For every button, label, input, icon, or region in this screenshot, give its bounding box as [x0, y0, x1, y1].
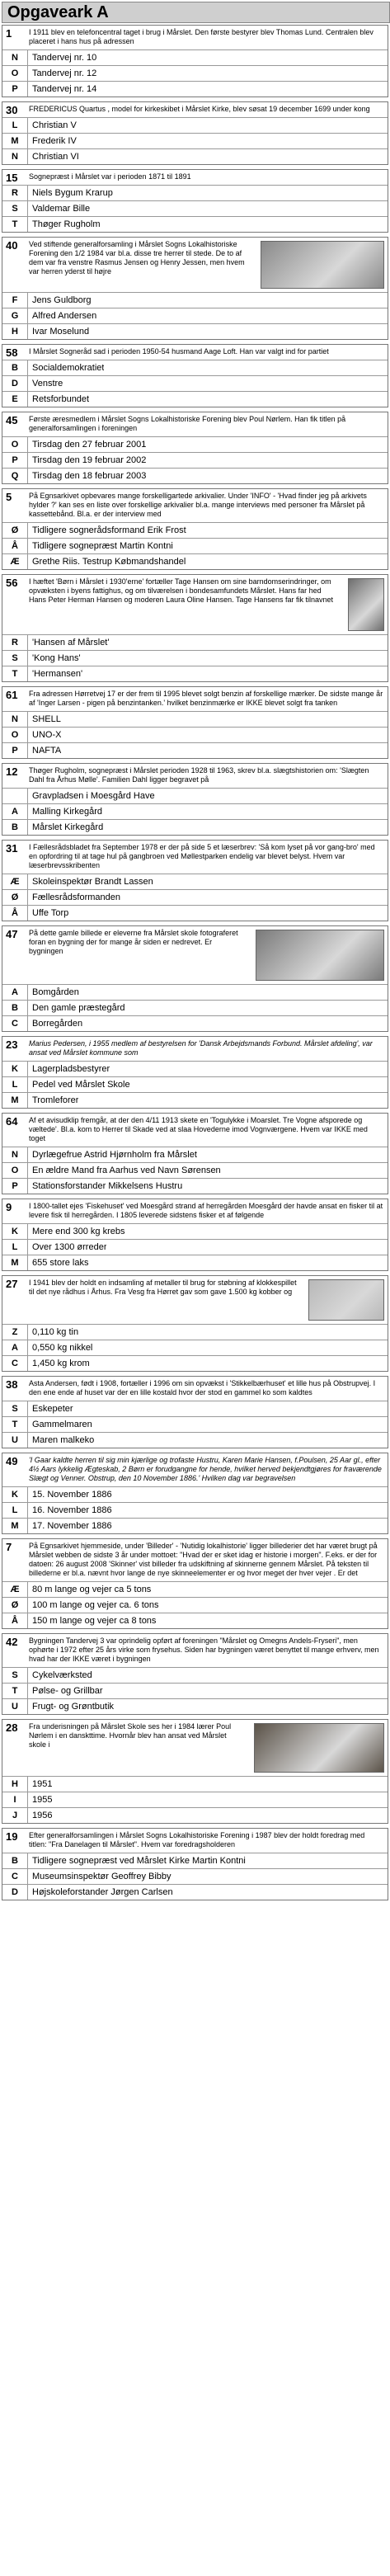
option-text: Stationsforstander Mikkelsens Hustru — [32, 1181, 183, 1191]
answer-option[interactable] — [2, 323, 388, 339]
option-letter: R — [2, 635, 28, 650]
option-text: Alfred Andersen — [32, 311, 97, 321]
answer-option[interactable] — [2, 1853, 388, 1868]
answer-option[interactable] — [2, 905, 388, 921]
question-body — [2, 238, 388, 292]
answer-option[interactable] — [2, 788, 388, 803]
question-body — [2, 1114, 388, 1147]
option-letter: Å — [2, 1613, 28, 1628]
question-body — [2, 1720, 388, 1776]
answer-option[interactable] — [2, 634, 388, 650]
option-text: UNO-X — [32, 730, 62, 740]
option-letter: N — [2, 149, 28, 164]
question-text: FREDERICUS Quartus , model for kirkeskibet i Mårslet Kirke, blev søsat 19 december 1699 under kong — [29, 105, 370, 113]
option-letter: P — [2, 1179, 28, 1194]
option-text: Socialdemokratiet — [32, 363, 105, 373]
option-letter: T — [2, 217, 28, 232]
option-text: Skoleinspektør Brandt Lassen — [32, 877, 153, 887]
question-block — [2, 1113, 388, 1194]
option-letter: P — [2, 82, 28, 97]
question-number: 1 — [6, 27, 12, 40]
option-text: Borregården — [32, 1019, 83, 1029]
option-letter: H — [2, 324, 28, 339]
option-text: Christian VI — [32, 152, 79, 162]
option-letter: S — [2, 1401, 28, 1416]
option-letter: A — [2, 985, 28, 1000]
option-text: Tirsdag den 18 februar 2003 — [32, 471, 147, 481]
question-body — [2, 1829, 388, 1853]
option-text: Niels Bygum Krarup — [32, 188, 113, 198]
answer-option[interactable] — [2, 819, 388, 835]
option-letter: S — [2, 1668, 28, 1683]
option-letter: E — [2, 392, 28, 407]
option-text: NAFTA — [32, 746, 62, 756]
option-letter: S — [2, 651, 28, 666]
answer-option[interactable] — [2, 538, 388, 553]
question-text: På dette gamle billede er eleverne fra Mårslet skole fotograferet foran en bygning der for mange år siden er nedrevet. Er bygningen — [29, 929, 238, 955]
answer-option[interactable] — [2, 133, 388, 148]
option-text: Tidligere sognerådsformand Erik Frost — [32, 525, 186, 535]
question-number: 38 — [6, 1378, 18, 1391]
answer-option[interactable] — [2, 1884, 388, 1900]
answer-option[interactable] — [2, 711, 388, 727]
option-text: Tandervej nr. 10 — [32, 53, 97, 63]
answer-option[interactable] — [2, 889, 388, 905]
option-letter: Æ — [2, 1582, 28, 1597]
option-letter: P — [2, 453, 28, 468]
answer-option[interactable] — [2, 1792, 388, 1807]
option-letter: Æ — [2, 554, 28, 569]
option-letter: Z — [2, 1325, 28, 1340]
question-block — [2, 1633, 388, 1715]
answer-option[interactable] — [2, 1807, 388, 1823]
answer-option[interactable] — [2, 1000, 388, 1015]
question-text: På Egnsarkivet opbevares mange forskelligartede arkivalier. Under 'INFO' - 'Hvad finder jeg på arkivets hylder ?' kan ses en liste over forskellige arkivalier bl.a. mange interviews med personer fra Mårslet på kassettebånd. Bl.a. er der interview med — [29, 492, 367, 518]
photo-image — [254, 1723, 384, 1773]
question-block — [2, 488, 388, 570]
option-letter: M — [2, 1093, 28, 1108]
option-text: 0,110 kg tin — [32, 1327, 79, 1337]
option-letter: L — [2, 1240, 28, 1255]
option-text: 'Hermansen' — [32, 669, 83, 679]
option-letter: C — [2, 1016, 28, 1031]
question-body — [2, 926, 388, 984]
option-text: 1951 — [32, 1779, 53, 1789]
option-text: Tandervej nr. 12 — [32, 68, 97, 78]
question-number: 49 — [6, 1455, 18, 1467]
answer-option[interactable] — [2, 1776, 388, 1792]
question-number: 5 — [6, 491, 12, 503]
option-text: Uffe Torp — [32, 908, 69, 918]
question-body — [2, 575, 388, 634]
option-letter: Ø — [2, 523, 28, 538]
answer-option[interactable] — [2, 874, 388, 889]
option-text: 'Hansen af Mårslet' — [32, 638, 110, 648]
answer-option[interactable] — [2, 650, 388, 666]
answer-option[interactable] — [2, 666, 388, 681]
photo-image — [261, 241, 384, 289]
option-text: Museumsinspektør Geoffrey Bibby — [32, 1872, 172, 1881]
answer-option[interactable] — [2, 452, 388, 468]
question-body — [2, 489, 388, 522]
option-text: 17. November 1886 — [32, 1521, 112, 1531]
option-text: 80 m lange og vejer ca 5 tons — [32, 1585, 152, 1594]
question-text: I Mårslet Sogneråd sad i perioden 1950-54 husmand Aage Loft. Han var valgt ind for partiet — [29, 347, 329, 356]
question-body — [2, 1037, 388, 1061]
option-text: Jens Guldborg — [32, 295, 92, 305]
option-text: Tandervej nr. 14 — [32, 84, 97, 94]
question-text: Af et avisudklip fremgår, at der den 4/11 1913 skete en 'Togulykke i Moarslet. Tre Vogne afsporede og væltede'. Bl.a. kom to Herrer til Skade ved at slaa Hovederne imod Vognværgene. Hvem var IKKE med toget — [29, 1116, 368, 1142]
question-number: 31 — [6, 842, 18, 855]
answer-option[interactable] — [2, 1015, 388, 1031]
question-list — [2, 25, 388, 1905]
answer-option[interactable] — [2, 216, 388, 232]
answer-option[interactable] — [2, 1868, 388, 1884]
question-text: Efter generalforsamlingen i Mårslet Sogns Lokalhistoriske Forening i 1987 blev der holdt foredrag med titlen: "Fra Danelagen til Mårslet". Hvem var foredragsholderen — [29, 1831, 365, 1848]
question-text: Bygningen Tandervej 3 var oprindelig opført af foreningen "Mårslet og Omegns Andels-Fryseri", men ophørte i 1972 efter 25 års virke som frysehus. Siden har bygningen været benyttet til mange erhverv, men hvad har der IKKE været i bygningen — [29, 1636, 379, 1663]
question-block — [2, 1275, 388, 1372]
question-text: I Fællesrådsbladet fra September 1978 er der på side 5 et læserbrev: 'Så kom lyset på vor gang-bro' med en opfordring til at tage hul på gangbroen ved Møllestparken endelig var blevet belyst. Hvem var læserbrevsskribenten — [29, 843, 375, 869]
question-number: 12 — [6, 765, 18, 778]
option-letter: B — [2, 820, 28, 835]
question-text: Asta Andersen, født i 1908, fortæller i 1996 om sin opvækst i 'Stikkelbærhuset' et lille hus på Obstrupvej. I den ene ende af huset var der en lille kostald hvor der stod en gammel ko som kaldtes — [29, 1379, 376, 1396]
option-text: Venstre — [32, 379, 63, 389]
option-text: Ivar Moselund — [32, 327, 90, 337]
question-block — [2, 574, 388, 682]
option-letter: A — [2, 1340, 28, 1355]
answer-option[interactable] — [2, 308, 388, 323]
option-text: Højskoleforstander Jørgen Carlsen — [32, 1887, 173, 1897]
option-text: Lagerpladsbestyrer — [32, 1064, 110, 1074]
question-body — [2, 1377, 388, 1401]
option-letter: B — [2, 1001, 28, 1015]
question-text: 'I Gaar kaldte herren til sig min kjærlige og trofaste Hustru, Karen Marie Hansen, f.Poulsen, 25 Aar gl., efter 4½ Aars lykkelig Ægteskab, 2 Børn er forudgangne for hende, hvilket herved bekjendtgjøres for fraværende Slægt og Venner. Obstrup, den 10 November 1886.' Hvilken dag var begravelsen — [29, 1456, 382, 1482]
answer-option[interactable] — [2, 553, 388, 569]
option-text: Malling Kirkegård — [32, 807, 102, 817]
option-letter: F — [2, 293, 28, 308]
option-letter: L — [2, 118, 28, 133]
option-text: Gravpladsen i Moesgård Have — [32, 791, 155, 801]
question-block — [2, 25, 388, 97]
question-body — [2, 1199, 388, 1223]
answer-option[interactable] — [2, 1178, 388, 1194]
answer-option[interactable] — [2, 1486, 388, 1502]
photo-image — [348, 578, 384, 631]
option-text: Thøger Rugholm — [32, 219, 101, 229]
question-block — [2, 412, 388, 484]
answer-option[interactable] — [2, 522, 388, 538]
question-block — [2, 1828, 388, 1900]
option-letter: U — [2, 1433, 28, 1448]
answer-option[interactable] — [2, 1518, 388, 1533]
option-text: 150 m lange og vejer ca 8 tons — [32, 1616, 157, 1626]
question-body — [2, 170, 388, 185]
option-text: Dyrlægefrue Astrid Hjørnholm fra Mårslet — [32, 1150, 197, 1160]
option-text: 'Kong Hans' — [32, 653, 81, 663]
question-block — [2, 686, 388, 759]
answer-option[interactable] — [2, 375, 388, 391]
option-letter: L — [2, 1077, 28, 1092]
question-body — [2, 1276, 388, 1324]
option-letter: Ø — [2, 890, 28, 905]
question-block — [2, 1199, 388, 1271]
option-text: Over 1300 ørreder — [32, 1242, 107, 1252]
option-letter: Å — [2, 539, 28, 553]
option-text: Mere end 300 kg krebs — [32, 1227, 125, 1236]
option-text: SHELL — [32, 714, 61, 724]
option-letter: K — [2, 1062, 28, 1076]
question-body — [2, 1539, 388, 1581]
page-title: Opgaveark A — [7, 3, 109, 21]
option-letter: G — [2, 308, 28, 323]
option-letter: Ø — [2, 1598, 28, 1613]
question-number: 42 — [6, 1636, 18, 1648]
answer-option[interactable] — [2, 1061, 388, 1076]
option-text: 16. November 1886 — [32, 1505, 112, 1515]
question-text: Ved stiftende generalforsamling i Mårslet Sogns Lokalhistoriske Forening den 1/2 1984 var bl.a. disse tre herrer til stede. De to af dem var fra venstre Rasmus Jensen og Henry Jessen, men hvem var herren yderst til højre — [29, 240, 245, 275]
option-letter: R — [2, 186, 28, 200]
option-letter: M — [2, 1255, 28, 1270]
option-text: 1956 — [32, 1811, 53, 1820]
question-text: Fra adressen Hørretvej 17 er der frem til 1995 blevet solgt benzin af forskellige mærker. De sidste mange år af 'Inger Larsen - pigen på benzintanken.' hvilket benzinmærke er IKKE blevet solgt fra tanken — [29, 690, 383, 707]
answer-option[interactable] — [2, 292, 388, 308]
question-block — [2, 169, 388, 233]
option-letter: U — [2, 1699, 28, 1714]
option-letter: D — [2, 376, 28, 391]
answer-option[interactable] — [2, 1324, 388, 1340]
answer-option[interactable] — [2, 1683, 388, 1698]
option-text: Mårslet Kirkegård — [32, 822, 104, 832]
question-text: Thøger Rugholm, sognepræst i Mårslet perioden 1928 til 1963, skrev bl.a. slægtshistorien om: 'Slægten Dahl fra Århus Mølle'. Familien Dahl ligger begravet på — [29, 766, 369, 784]
answer-option[interactable] — [2, 1432, 388, 1448]
question-block — [2, 1538, 388, 1629]
question-number: 61 — [6, 689, 18, 701]
question-body — [2, 841, 388, 874]
option-text: Pølse- og Grillbar — [32, 1686, 103, 1696]
question-body — [2, 102, 388, 117]
option-text: Tirsdag den 19 februar 2002 — [32, 455, 147, 465]
answer-option[interactable] — [2, 360, 388, 375]
question-number: 23 — [6, 1038, 18, 1051]
option-letter: C — [2, 1869, 28, 1884]
answer-option[interactable] — [2, 468, 388, 483]
option-text: Tidligere sognepræst Martin Kontni — [32, 541, 173, 551]
answer-option[interactable] — [2, 185, 388, 200]
option-text: 1955 — [32, 1795, 53, 1805]
option-letter: B — [2, 1853, 28, 1868]
answer-option[interactable] — [2, 49, 388, 65]
question-body — [2, 26, 388, 49]
option-letter: T — [2, 666, 28, 681]
option-letter: T — [2, 1684, 28, 1698]
photo-image — [256, 930, 384, 981]
option-letter: O — [2, 728, 28, 742]
option-text: Grethe Riis. Testrup Købmandshandel — [32, 557, 186, 567]
answer-option[interactable] — [2, 984, 388, 1000]
option-text: Cykelværksted — [32, 1670, 92, 1680]
option-text: Retsforbundet — [32, 394, 90, 404]
question-block — [2, 237, 388, 340]
option-letter: K — [2, 1224, 28, 1239]
question-body — [2, 764, 388, 788]
answer-option[interactable] — [2, 391, 388, 407]
answer-option[interactable] — [2, 1581, 388, 1597]
option-letter: M — [2, 1519, 28, 1533]
option-text: Maren malkeko — [32, 1435, 95, 1445]
option-text: Valdemar Bille — [32, 204, 91, 214]
option-letter: S — [2, 201, 28, 216]
question-number: 28 — [6, 1721, 18, 1734]
answer-option[interactable] — [2, 1355, 388, 1371]
option-letter: D — [2, 1885, 28, 1900]
answer-option[interactable] — [2, 1076, 388, 1092]
option-text: Fællesrådsformanden — [32, 892, 120, 902]
answer-option[interactable] — [2, 1502, 388, 1518]
answer-option[interactable] — [2, 1092, 388, 1108]
question-body — [2, 1634, 388, 1667]
option-letter: Æ — [2, 874, 28, 889]
answer-option[interactable] — [2, 727, 388, 742]
option-text: Tromleforer — [32, 1095, 79, 1105]
answer-option[interactable] — [2, 65, 388, 81]
option-letter: P — [2, 743, 28, 758]
question-block — [2, 840, 388, 921]
question-number: 58 — [6, 346, 18, 359]
option-letter: M — [2, 134, 28, 148]
answer-option[interactable] — [2, 742, 388, 758]
answer-option[interactable] — [2, 148, 388, 164]
question-text: I 1941 blev der holdt en indsamling af metaller til brug for støbning af klokkespillet til det nye rådhus i Århus. Fra Vesg fra Hørret gav som gave 1.500 kg kobber og — [29, 1279, 297, 1296]
option-letter — [2, 789, 28, 803]
question-block — [2, 1453, 388, 1534]
question-block — [2, 1376, 388, 1448]
question-block — [2, 1036, 388, 1109]
question-body — [2, 345, 388, 360]
option-text: Tirsdag den 27 februar 2001 — [32, 440, 147, 450]
option-letter: N — [2, 1147, 28, 1162]
question-number: 9 — [6, 1201, 12, 1213]
photo-image — [308, 1279, 384, 1321]
option-letter: O — [2, 437, 28, 452]
question-body — [2, 412, 388, 436]
option-text: Bomgården — [32, 987, 79, 997]
question-number: 30 — [6, 104, 18, 116]
answer-option[interactable] — [2, 200, 388, 216]
question-text: Første æresmedlem i Mårslet Sogns Lokalhistoriske Forening blev Poul Nørlem. Han fik titlen på generalforsamlingen i foreningen — [29, 415, 346, 432]
question-text: Fra underisningen på Mårslet Skole ses her i 1984 lærer Poul Nørlem i en danskttime. Hvornår blev han ansat ved Mårslet skole i — [29, 1722, 232, 1749]
option-letter: Å — [2, 906, 28, 921]
question-number: 40 — [6, 239, 18, 252]
option-letter: O — [2, 66, 28, 81]
option-letter: T — [2, 1417, 28, 1432]
option-text: 1,450 kg krom — [32, 1359, 90, 1368]
question-number: 56 — [6, 577, 18, 589]
question-body — [2, 687, 388, 711]
option-text: 655 store laks — [32, 1258, 89, 1268]
answer-option[interactable] — [2, 1698, 388, 1714]
answer-option[interactable] — [2, 1223, 388, 1239]
option-text: Gammelmaren — [32, 1420, 92, 1429]
option-letter: B — [2, 360, 28, 375]
option-letter: C — [2, 1356, 28, 1371]
question-text: På Egnsarkivet hjemmeside, under 'Billeder' - 'Nutidig lokalhistorie' ligger billederier det har været brugt på Mårslet webben de sidste 3 år under mottoet: "Hvad der er sket idag er historie i morgen". F.eks. er der for datoen: 26 august 2008 'Skinner' vist billeder fra udskiftning af skinnerne gennem Mårslet. På teksten til billederne er bl.a. nævnt hvor lange de nye skinneelementer er og hvor meget der hver vejer . Er det — [29, 1542, 378, 1577]
option-letter: N — [2, 712, 28, 727]
answer-option[interactable] — [2, 1613, 388, 1628]
option-text: Den gamle præstegård — [32, 1003, 125, 1013]
question-number: 15 — [6, 172, 18, 184]
question-block — [2, 925, 388, 1032]
question-number: 45 — [6, 414, 18, 426]
option-letter: K — [2, 1487, 28, 1502]
answer-option[interactable] — [2, 1667, 388, 1683]
answer-option[interactable] — [2, 1147, 388, 1162]
option-letter: N — [2, 50, 28, 65]
option-text: Frugt- og Grøntbutik — [32, 1702, 115, 1712]
question-block — [2, 101, 388, 165]
option-text: En ældre Mand fra Aarhus ved Navn Sørensen — [32, 1166, 221, 1175]
question-block — [2, 763, 388, 836]
answer-option[interactable] — [2, 1401, 388, 1416]
option-text: 100 m lange og vejer ca. 6 tons — [32, 1600, 159, 1610]
question-text: Marius Pedersen, i 1955 medlem af bestyrelsen for 'Dansk Arbejdsmands Forbund. Mårslet afdeling', var ansat ved Mårslet kommune som — [29, 1039, 373, 1057]
answer-option[interactable] — [2, 1416, 388, 1432]
question-body — [2, 1453, 388, 1486]
answer-option[interactable] — [2, 1597, 388, 1613]
option-letter: J — [2, 1808, 28, 1823]
answer-option[interactable] — [2, 81, 388, 97]
title-bar — [2, 2, 390, 23]
option-letter: L — [2, 1503, 28, 1518]
question-number: 27 — [6, 1278, 18, 1290]
question-text: I hæftet 'Børn i Mårslet i 1930'erne' fortæller Tage Hansen om sine barndomserindringer, om opvæksten i byens fattighus, og om tilværelsen i bondesamfundets Mårslet. Hans far hed Hans Peter Herman Hansen og moderen Laura Oline Hansen. Tage Hansens far fik tilnavnet — [29, 577, 334, 604]
answer-option[interactable] — [2, 1239, 388, 1255]
option-letter: A — [2, 804, 28, 819]
question-number: 47 — [6, 928, 18, 940]
answer-option[interactable] — [2, 436, 388, 452]
option-text: Pedel ved Mårslet Skole — [32, 1080, 130, 1090]
option-letter: H — [2, 1777, 28, 1792]
answer-option[interactable] — [2, 1340, 388, 1355]
option-letter: I — [2, 1792, 28, 1807]
answer-option[interactable] — [2, 803, 388, 819]
option-letter: O — [2, 1163, 28, 1178]
option-text: 0,550 kg nikkel — [32, 1343, 93, 1353]
question-text: I 1800-tallet ejes 'Fiskehuset' ved Moesgård strand af herregården Moesgård der havde ansat en fisker til at levere fisk til herregården. I 1805 leverede sidstens fisker et af følgende — [29, 1202, 383, 1219]
answer-option[interactable] — [2, 117, 388, 133]
option-text: Eskepeter — [32, 1404, 73, 1414]
option-text: Frederik IV — [32, 136, 77, 146]
option-text: Tidligere sognepræst ved Mårslet Kirke Martin Kontni — [32, 1856, 246, 1866]
question-text: I 1911 blev en telefoncentral taget i brug i Mårslet. Den første bestyrer blev Thomas Lund. Centralen blev placeret i hans hus på adressen — [29, 28, 374, 45]
question-number: 19 — [6, 1830, 18, 1843]
option-letter: Q — [2, 469, 28, 483]
question-block — [2, 1719, 388, 1824]
answer-option[interactable] — [2, 1255, 388, 1270]
question-text: Sognepræst i Mårslet var i perioden 1871 til 1891 — [29, 172, 191, 181]
question-number: 7 — [6, 1541, 12, 1553]
question-block — [2, 344, 388, 407]
option-text: Christian V — [32, 120, 77, 130]
question-number: 64 — [6, 1115, 18, 1128]
option-text: 15. November 1886 — [32, 1490, 112, 1500]
answer-option[interactable] — [2, 1162, 388, 1178]
